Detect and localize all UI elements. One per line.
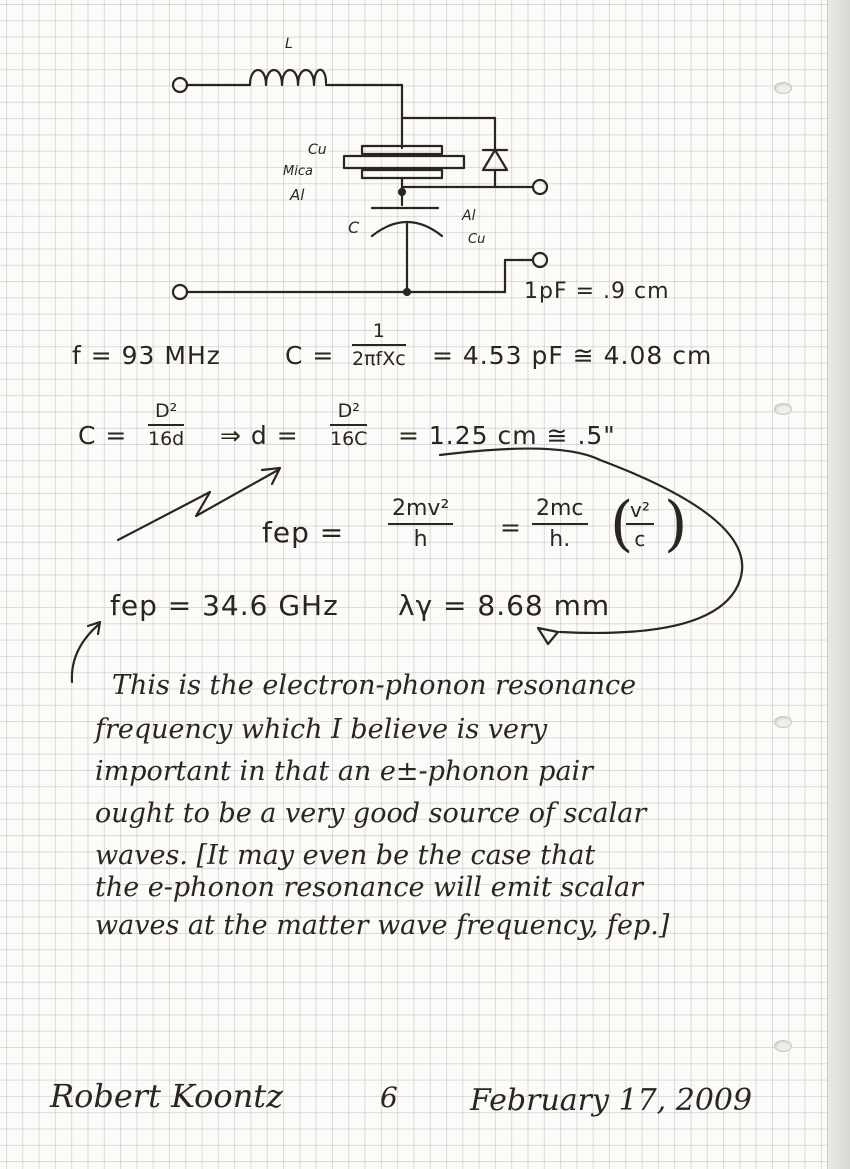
d-fraction: [330, 402, 367, 449]
fep-fraction-1-numerator: 2mv²: [388, 498, 453, 525]
c-geometry-denominator: 16d: [148, 428, 185, 450]
c-geometry-fraction: [148, 402, 184, 449]
implies-d: ⇒ d =: [220, 421, 299, 450]
fep-pointer-arrow: [72, 625, 98, 682]
junction-dot-bottom: [404, 289, 410, 295]
c-fraction: [352, 322, 406, 369]
cap-cu-label: Cu: [468, 232, 486, 247]
cap-al-label: Al: [462, 208, 476, 224]
zigzag-arrow: [118, 470, 278, 540]
diode-symbol: [483, 150, 507, 170]
inductor-label: L: [285, 36, 293, 52]
fep-equals: =: [500, 513, 522, 542]
c-formula-prefix: C =: [285, 341, 335, 370]
pf-conversion: 1pF = .9 cm: [524, 279, 670, 304]
note-line: waves at the matter wave frequency, fep.]: [95, 910, 670, 941]
terminal-top-left: [173, 78, 187, 92]
date: February 17, 2009: [470, 1083, 753, 1118]
fep-value: fep = 34.6 GHz: [110, 589, 339, 622]
note-line: frequency which I believe is very: [95, 714, 548, 745]
note-line: This is the electron-phonon resonance: [112, 670, 637, 701]
fep-definition-prefix: fep =: [262, 516, 345, 549]
al-plate: [362, 170, 442, 178]
page-number: 6: [380, 1081, 398, 1114]
loop-arrowhead: [538, 628, 558, 644]
note-line: ought to be a very good source of scalar: [95, 798, 647, 829]
fep-fraction-1: [388, 498, 453, 551]
junction-dot: [399, 189, 405, 195]
fep-fraction-2-denominator: h.: [549, 527, 571, 552]
inductor-coil: [250, 70, 326, 85]
fep-fraction-3-numerator: v²: [626, 500, 654, 525]
mica-label: Mica: [283, 164, 313, 179]
terminal-bottom-right: [533, 253, 547, 267]
fep-fraction-3-denominator: c: [634, 527, 646, 551]
paren-open: (: [610, 489, 634, 559]
capacitor-label: C: [348, 218, 360, 237]
fep-fraction-2: [532, 498, 588, 551]
d-result: = 1.25 cm ≅ .5": [398, 421, 616, 450]
fep-fraction-2-numerator: 2mc: [532, 498, 588, 525]
terminal-mid-right: [533, 180, 547, 194]
c-geometry-numerator: D²: [148, 402, 184, 426]
c-geometry-prefix: C =: [78, 421, 128, 450]
al-plate-label: Al: [290, 186, 305, 204]
d-numerator: D²: [330, 402, 367, 426]
signature: Robert Koontz: [50, 1077, 284, 1115]
terminal-bottom-left: [173, 285, 187, 299]
fep-fraction-1-denominator: h: [413, 527, 428, 552]
d-denominator: 16C: [330, 428, 368, 450]
c-denominator: 2πfXc: [352, 348, 406, 370]
fep-fraction-3: [626, 500, 654, 549]
note-line: waves. [It may even be the case that: [95, 840, 596, 871]
cu-plate-label: Cu: [308, 142, 327, 158]
paren-close: ): [664, 489, 688, 559]
capacitance-result: = 4.53 pF ≅ 4.08 cm: [432, 341, 713, 370]
note-line: the e-phonon resonance will emit scalar: [95, 872, 643, 903]
mica-layer: [344, 156, 464, 168]
wavelength-value: λγ = 8.68 mm: [398, 589, 611, 622]
c-numerator: 1: [352, 322, 406, 346]
note-line: important in that an e±-phonon pair: [95, 756, 594, 787]
frequency-value: f = 93 MHz: [72, 341, 221, 370]
